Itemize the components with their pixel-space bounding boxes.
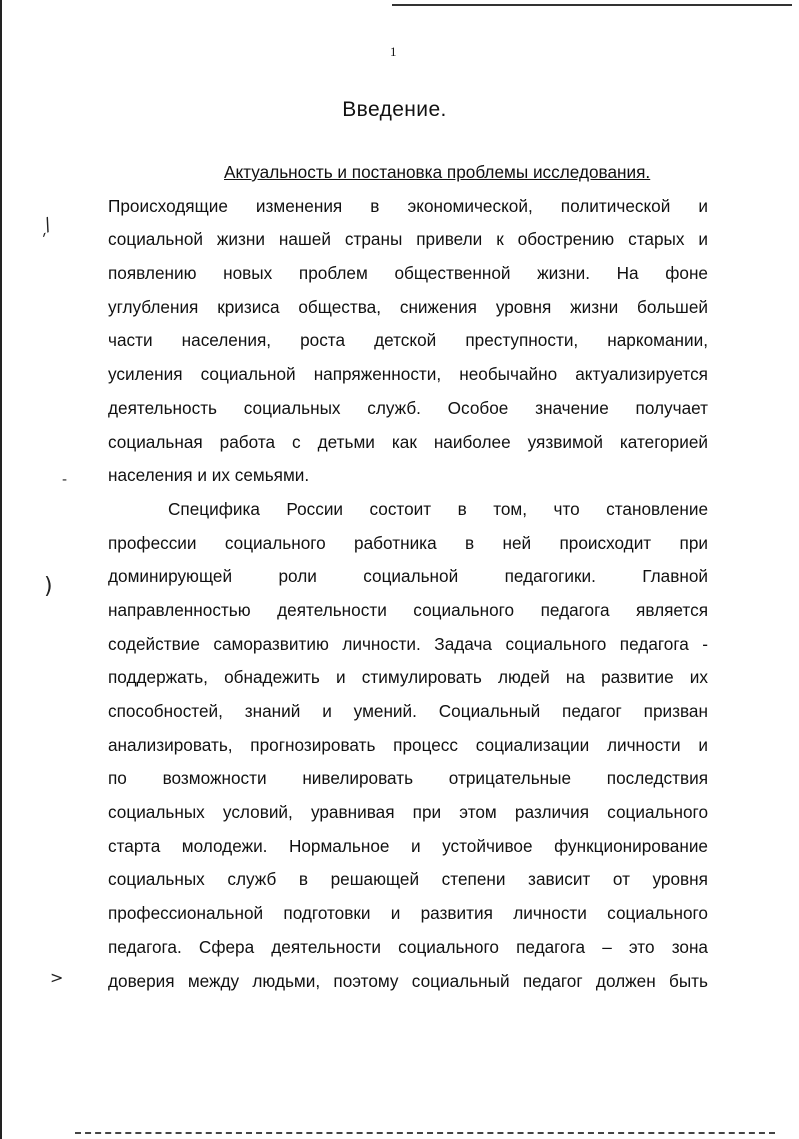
text-line: социальной жизни нашей страны привели к обострению старых и: [108, 229, 708, 250]
text-line: поддержать, обнадежить и стимулировать людей на развитие их: [108, 667, 708, 688]
text-line: профессиональной подготовки и развития личности социального: [108, 903, 708, 924]
text-line: по возможности нивелировать отрицательные последствия: [108, 768, 708, 789]
scan-line-top: [392, 4, 792, 6]
text-line: социальных служб в решающей степени зависит от уровня: [108, 869, 708, 890]
body-text: [108, 156, 708, 998]
text-line: Специфика России состоит в том, что становление: [168, 498, 708, 519]
text-line: усиления социальной напряженности, необычайно актуализируется: [108, 364, 708, 385]
text-line: старта молодежи. Нормальное и устойчивое функционирование: [108, 835, 708, 856]
text-line: социальных условий, уравнивая при этом различия социального: [108, 802, 708, 823]
text-line: профессии социального работника в ней происходит при: [108, 532, 708, 553]
text-line: Происходящие изменения в экономической, политической и: [108, 195, 708, 216]
scan-border-left: [0, 0, 2, 1139]
text-line: направленностью деятельности социального педагога является: [108, 599, 708, 620]
text-line: анализировать, прогнозировать процесс социализации личности и: [108, 734, 708, 755]
margin-mark-1: ˏ/: [32, 214, 55, 239]
scan-line-bottom: [75, 1132, 775, 1134]
text-line: появлению новых проблем общественной жизни. На фоне: [108, 263, 708, 284]
text-line: содействие саморазвитию личности. Задача социального педагога -: [108, 633, 708, 654]
text-line: доминирующей роли социальной педагогики. Главной: [108, 566, 708, 587]
text-line: способностей, знаний и умений. Социальный педагог призван: [108, 701, 708, 721]
text-line: деятельность социальных служб. Особое значение получает: [108, 397, 708, 418]
text-line: педагога. Сфера деятельности социального педагога – это зона: [108, 936, 708, 957]
margin-mark-2: -: [62, 472, 68, 488]
page-title: Введение.: [342, 98, 447, 121]
page-number: 1: [390, 44, 397, 59]
margin-mark-3: ): [44, 574, 53, 599]
text-line: доверия между людьми, поэтому социальный педагог должен быть: [108, 970, 708, 991]
text-line: части населения, роста детской преступности, наркомании,: [108, 330, 708, 351]
text-line: населения и их семьями.: [108, 465, 310, 486]
text-line: социальная работа с детьми как наиболее уязвимой категорией: [108, 431, 708, 452]
margin-mark-4: >: [50, 968, 64, 987]
text-line: углубления кризиса общества, снижения уровня жизни большей: [108, 296, 708, 317]
section-heading: Актуальность и постановка проблемы исследования.: [224, 162, 651, 182]
